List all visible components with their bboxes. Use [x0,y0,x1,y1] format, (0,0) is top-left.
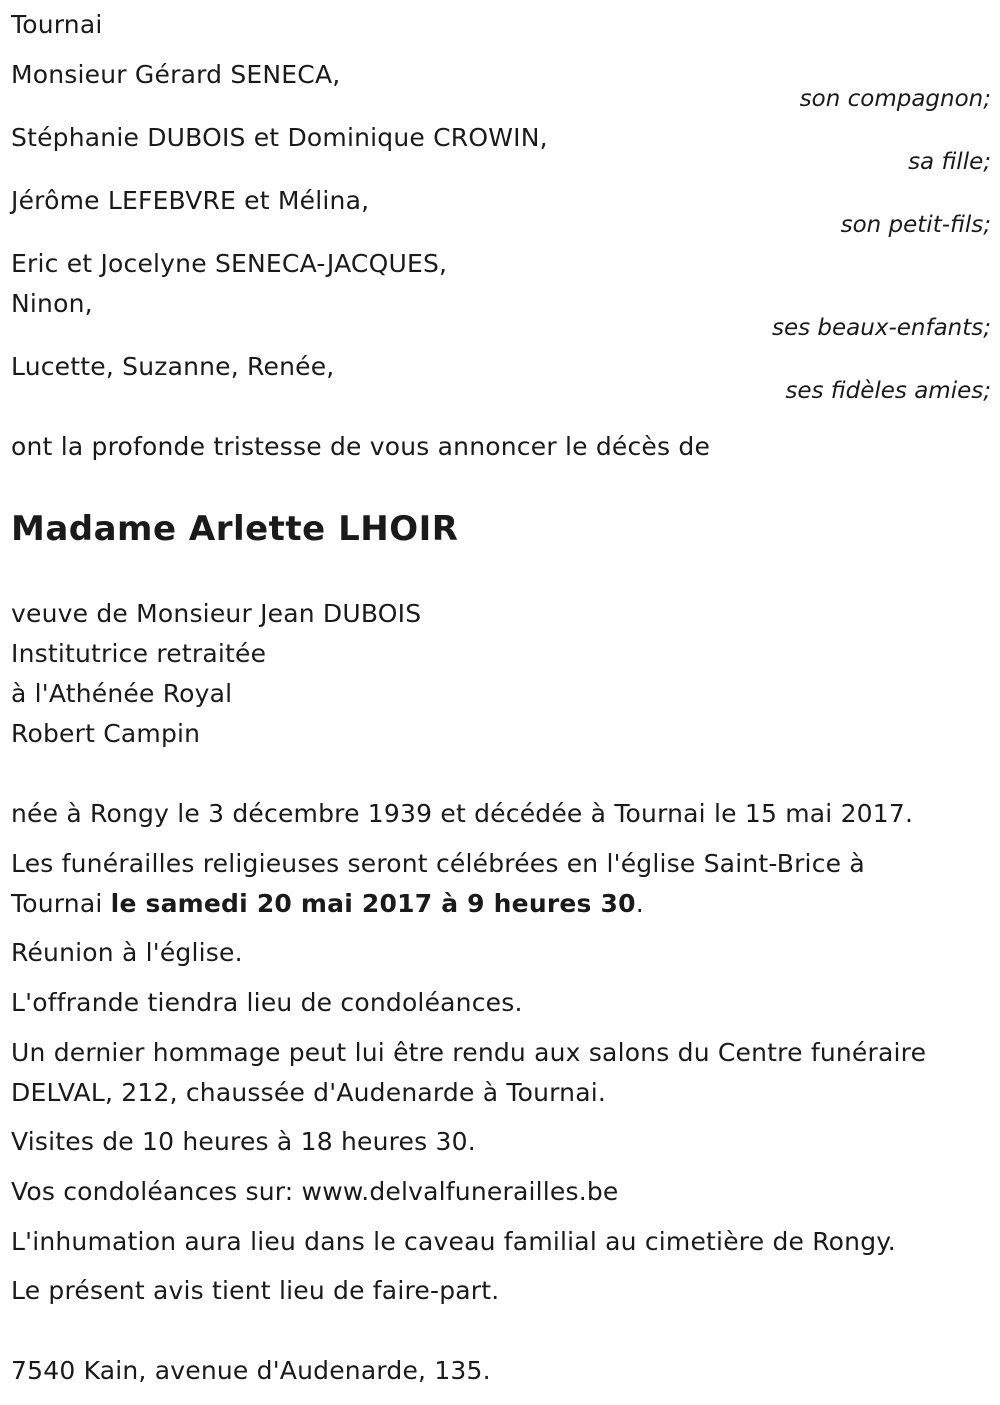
family-member-grandson: Jérôme LEFEBVRE et Mélina, [11,186,370,215]
announcement-text: ont la profonde tristesse de vous annoncer le décès de [11,432,711,461]
family-member-companion: Monsieur Gérard SENECA, [11,60,341,89]
condolences-link[interactable]: www.delvalfunerailles.be [301,1177,619,1206]
relation-stepchildren: ses beaux-enfants; [771,315,991,341]
relation-friends: ses fidèles amies; [785,378,991,404]
funeral-datetime: le samedi 20 mai 2017 à 9 heures 30 [110,889,636,918]
tribute-text-line2: DELVAL, 212, chaussée d'Audenarde à Tournai. [11,1078,607,1107]
relation-companion: son compagnon; [799,86,991,112]
funeral-text-suffix: . [635,889,644,918]
family-member-friends: Lucette, Suzanne, Renée, [11,352,335,381]
relation-daughter: sa fille; [908,149,991,175]
city-heading: Tournai [11,10,103,39]
deceased-detail-widow: veuve de Monsieur Jean DUBOIS [11,599,422,628]
funeral-text-prefix: Tournai [11,889,111,918]
family-member-stepchildren: Eric et Jocelyne SENECA-JACQUES, [11,249,448,278]
birth-death-text: née à Rongy le 3 décembre 1939 et décédée à Tournai le 15 mai 2017. [11,799,914,828]
condolences-line [11,1175,619,1209]
funeral-text-line2 [11,887,644,921]
burial-text: L'inhumation aura lieu dans le caveau familial au cimetière de Rongy. [11,1227,896,1256]
deceased-detail-profession: Institutrice retraitée [11,639,267,668]
family-address: 7540 Kain, avenue d'Audenarde, 135. [11,1356,491,1385]
relation-grandson: son petit-fils; [840,212,991,238]
deceased-detail-school-2: Robert Campin [11,719,201,748]
offering-text: L'offrande tiendra lieu de condoléances. [11,988,523,1017]
family-member-stepchildren-2: Ninon, [11,289,93,318]
meeting-text: Réunion à l'église. [11,938,243,967]
family-member-daughter: Stéphanie DUBOIS et Dominique CROWIN, [11,123,548,152]
deceased-detail-school: à l'Athénée Royal [11,679,233,708]
visits-text: Visites de 10 heures à 18 heures 30. [11,1127,476,1156]
tribute-text-line1: Un dernier hommage peut lui être rendu aux salons du Centre funéraire [11,1038,927,1067]
notice-text: Le présent avis tient lieu de faire-part. [11,1276,500,1305]
funeral-text-line1: Les funérailles religieuses seront célébrées en l'église Saint-Brice à [11,849,865,878]
condolences-prefix: Vos condoléances sur: [11,1177,302,1206]
obituary-notice [11,0,991,1405]
deceased-name: Madame Arlette LHOIR [11,509,459,549]
